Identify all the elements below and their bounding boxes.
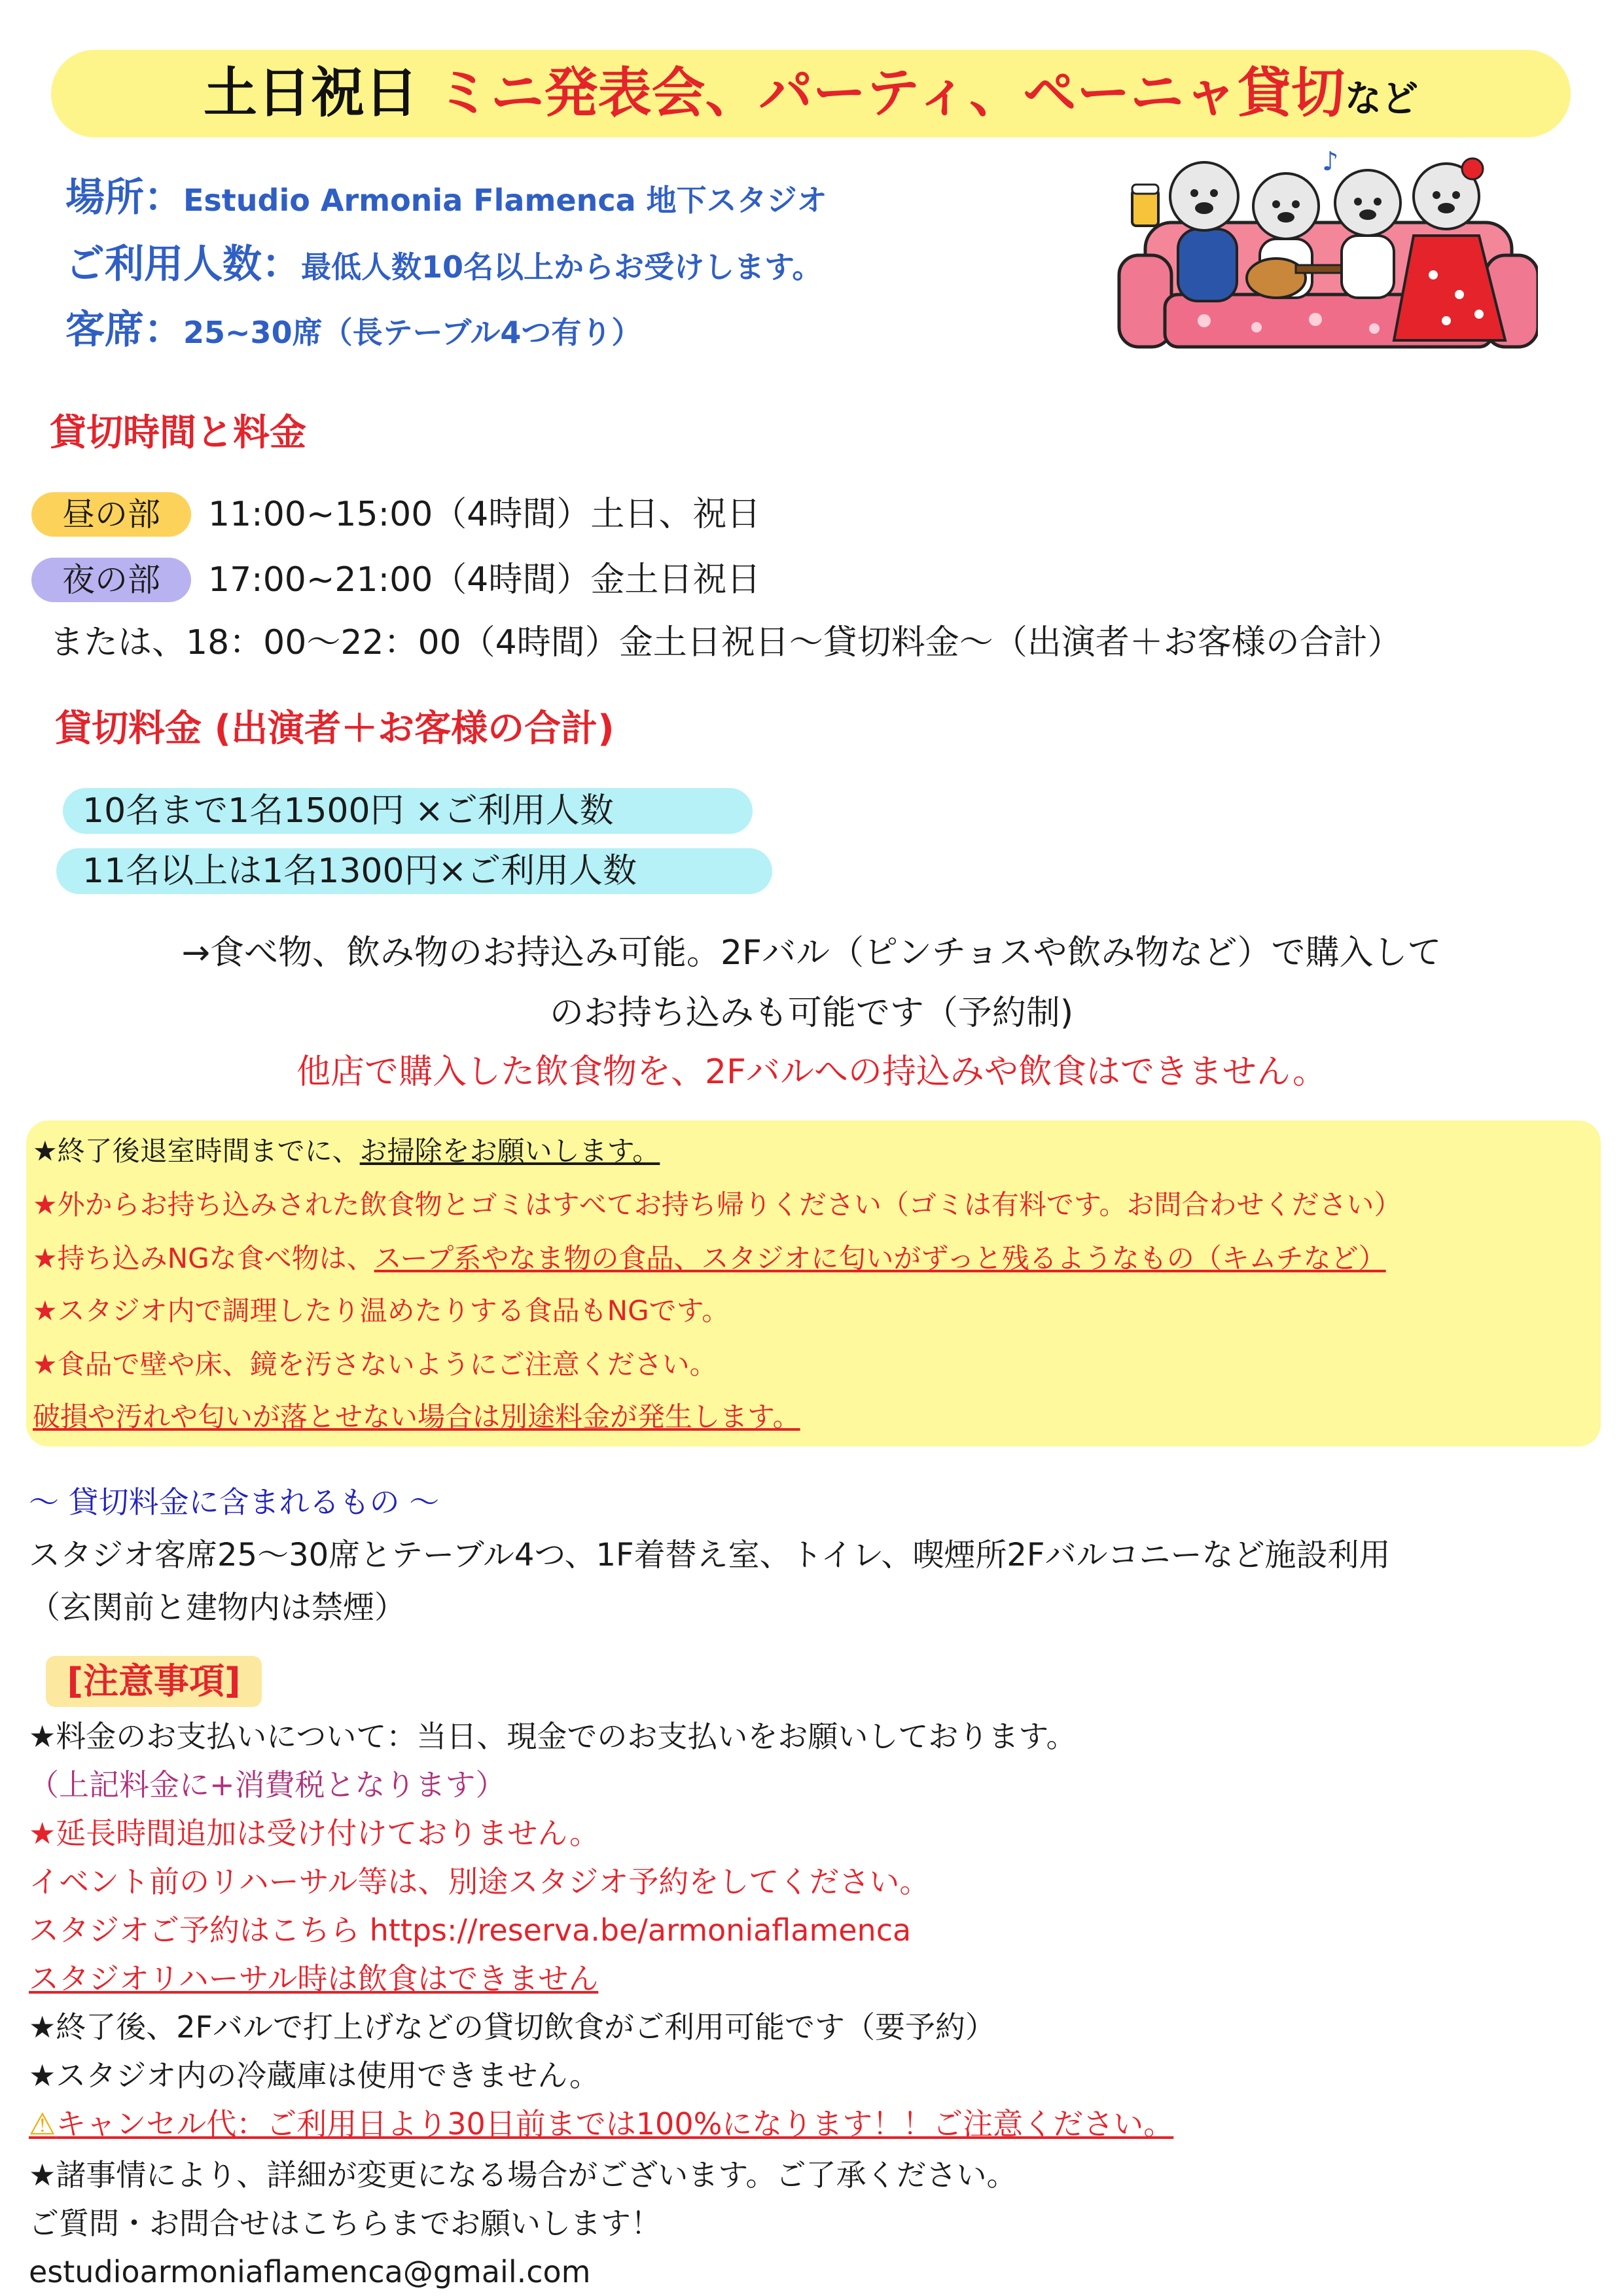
included-line2: （玄関前と建物内は禁煙）	[29, 1589, 406, 1626]
included-heading: 〜 貸切料金に含まれるもの 〜	[29, 1484, 440, 1520]
note-booking-link[interactable]: スタジオご予約はこちら https://reserva.be/armoniaflamenca	[29, 1912, 912, 1948]
note-tax: （上記料金に+消費税となります）	[29, 1767, 506, 1803]
place-label: 場所：	[65, 175, 183, 221]
note-payment: ★料金のお支払いについて：当日、現金でのお支払いをお願いしております。	[29, 1719, 1077, 1754]
place-value: Estudio Armonia Flamenca 地下スタジオ	[183, 183, 827, 218]
rule-ng-food-prefix: ★持ち込みNGな食べ物は、	[33, 1242, 374, 1274]
people-label: ご利用人数：	[65, 242, 301, 287]
note-changes: ★諸事情により、詳細が変更になる場合がございます。ご了承ください。	[29, 2157, 1017, 2193]
notes-heading: [注意事項]	[67, 1660, 241, 1702]
contact-email[interactable]: estudioarmoniaflamenca@gmail.com	[29, 2254, 591, 2289]
title-part1: 土日祝日	[203, 62, 437, 124]
info-people	[65, 238, 822, 291]
food-line1: →食べ物、飲み物のお持込み可能。2Fバル（ピンチョスや飲み物など）で購入して	[181, 933, 1442, 973]
seats-label: 客席：	[65, 307, 183, 353]
rule-cleaning	[33, 1130, 660, 1173]
day-label: 昼の部	[62, 495, 160, 533]
rule-ng-food	[33, 1237, 1386, 1280]
seats-value: 25~30席（長テーブル4つ有り）	[183, 315, 642, 350]
rule-damage-fee: 破損や汚れや匂いが落とせない場合は別途料金が発生します。	[33, 1401, 800, 1433]
svg-text:♪: ♪	[1322, 147, 1339, 177]
rule-takeout: ★外からお持ち込みされた飲食物とゴミはすべてお持ち帰りください（ゴミは有料です。お問合わせください）	[33, 1189, 1402, 1221]
pricing-heading: 貸切料金 (出演者＋お客様の合計)	[55, 708, 615, 750]
people-value: 最低人数10名以上からお受けします。	[301, 249, 823, 285]
price-tier1: 10名まで1名1500円 ×ご利用人数	[82, 791, 614, 831]
title-part2: ミニ発表会、パーティ、ペーニャ貸切	[437, 62, 1345, 124]
price-tier2: 11名以上は1名1300円×ご利用人数	[82, 852, 637, 891]
food-line2: のお持ち込みも可能です（予約制)	[549, 994, 1074, 1033]
note-cancellation	[29, 2102, 1173, 2145]
rule-cleaning-underline: お掃除をお願いします。	[359, 1135, 660, 1167]
rule-ng-food-underline: スープ系やなま物の食品、スタジオに匂いがずっと残るようなもの（キムチなど）	[374, 1242, 1386, 1274]
rule-cleaning-prefix: ★終了後退室時間までに、	[33, 1135, 360, 1167]
alt-time: または、18：00〜22：00（4時間）金土日祝日〜貸切料金〜（出演者＋お客様の合計）	[50, 623, 1402, 662]
note-afterparty: ★終了後、2Fバルで打上げなどの貸切飲食がご利用可能です（要予約）	[29, 2009, 995, 2045]
rule-no-cooking: ★スタジオ内で調理したり温めたりする食品もNGです。	[33, 1295, 730, 1327]
included-line1: スタジオ客席25〜30席とテーブル4つ、1F着替え室、トイレ、喫煙所2Fバルコニーなど施設利用	[29, 1537, 1391, 1573]
night-time: 17:00~21:00（4時間）金土日祝日	[208, 560, 761, 600]
info-seats	[65, 304, 641, 356]
info-place	[65, 171, 827, 224]
page-title	[51, 50, 1571, 137]
warning-icon: ⚠	[29, 2106, 56, 2142]
note-rehearsal: イベント前のリハーサル等は、別途スタジオ予約をしてください。	[29, 1864, 930, 1899]
rule-no-stains: ★食品で壁や床、鏡を汚さないようにご注意ください。	[33, 1348, 717, 1380]
note-fridge: ★スタジオ内の冷蔵庫は使用できません。	[29, 2058, 599, 2093]
schedule-heading: 貸切時間と料金	[50, 412, 306, 454]
note-contact: ご質問・お問合せはこちらまでお願いします！	[29, 2206, 661, 2241]
note-cancellation-text: キャンセル代：ご利用日より30日前までは100%になります！！ご注意ください。	[56, 2106, 1174, 2142]
night-label: 夜の部	[62, 561, 160, 599]
note-no-extension: ★延長時間追加は受け付けておりません。	[29, 1816, 599, 1851]
dogs-on-sofa-illustration	[1106, 144, 1538, 353]
food-warning: 他店で購入した飲食物を、2Fバルへの持込みや飲食はできません。	[296, 1052, 1327, 1092]
title-part3: など	[1345, 78, 1418, 120]
day-time: 11:00~15:00（4時間）土日、祝日	[208, 495, 761, 534]
note-rehearsal-no-food: スタジオリハーサル時は飲食はできません	[29, 1961, 599, 1996]
